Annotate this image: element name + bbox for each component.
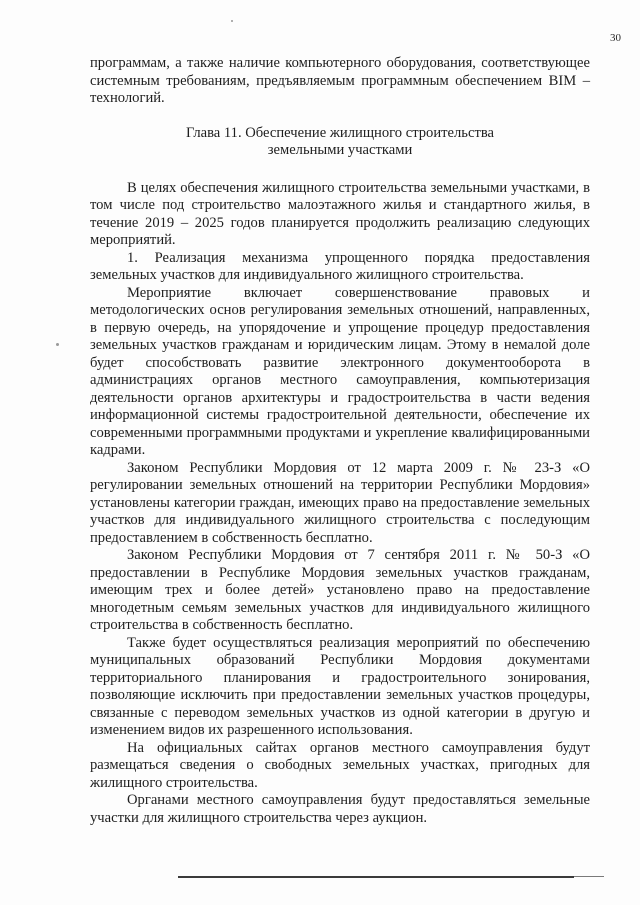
paragraph-auction: Органами местного самоуправления будут предоставляться земельные участки для жилищного строительства через аукцион. [90,792,590,826]
document-body [90,55,590,827]
spacer [90,160,590,180]
paragraph-official-sites: На официальных сайтах органов местного самоуправления будут размещаться сведения о свободных земельных участках, пригодных для жилищного строительства. [90,739,590,791]
page-number: 30 [610,32,621,44]
scan-speck [231,20,233,22]
paragraph-goals: В целях обеспечения жилищного строительства земельными участками, в том числе под строительство малоэтажного жилья и стандартного жилья, в течение 2019 – 2025 годов планируется продолжить реализацию следующих мероприятий. [90,179,590,248]
margin-mark [56,343,59,346]
chapter-title-line-2: земельными участками [267,142,413,158]
paragraph-measure-details: Мероприятие включает совершенствование правовых и методологических основ регулирования земельных отношений, направленных, в первую очередь, на упорядочение и упрощение процедур предоставления земельных участков гражданам и юридическим лицам. Этому в немалой доле будет способствовать развитие электронного документооборота в администрациях органов местного самоуправления, компьютеризация деятельности органов архитектуры и градостроительства в части ведения информационной системы градостроительной деятельности, обеспечение их современными программными продуктами и укрепление квалифицированными кадрами. [90,284,590,458]
chapter-title [90,125,590,160]
paragraph-law-2011: Законом Республики Мордовия от 7 сентября 2011 г. № 50-З «О предоставлении в Республике Мордовия земельных участков гражданам, имеющим трех и более детей» установлено право на предоставление многодетным семьям земельных участков для индивидуального жилищного строительства в собственность бесплатно. [90,547,590,633]
intro-paragraph: программам, а также наличие компьютерного оборудования, соответствующее системным требованиям, предъявляемым программным обеспечением BIM – технологий. [90,55,590,106]
paragraph-planning-documents: Также будет осуществляться реализация мероприятий по обеспечению муниципальных образований Республики Мордовия документами территориального планирования и градостроительного зонирования, позволяющие исключить при предоставлении земельных участков процедуры, связанные с переводом земельных участков из одной категории в другую и изменением видов их разрешенного использования. [90,634,590,738]
chapter-title-line-1: Глава 11. Обеспечение жилищного строительства [185,124,494,141]
paragraph-law-2009: Законом Республики Мордовия от 12 марта 2009 г. № 23-З «О регулировании земельных отношений на территории Республики Мордовия» установлены категории граждан, имеющих право на предоставление земельных участков для индивидуального жилищного строительства с последующим предоставлением в собственность бесплатно. [90,459,590,546]
footer-rule [178,876,574,878]
spacer [90,108,590,125]
footer-rule-tail [574,876,604,877]
paragraph-measure-1: 1. Реализация механизма упрощенного порядка предоставления земельных участков для индивидуального жилищного строительства. [90,249,590,283]
